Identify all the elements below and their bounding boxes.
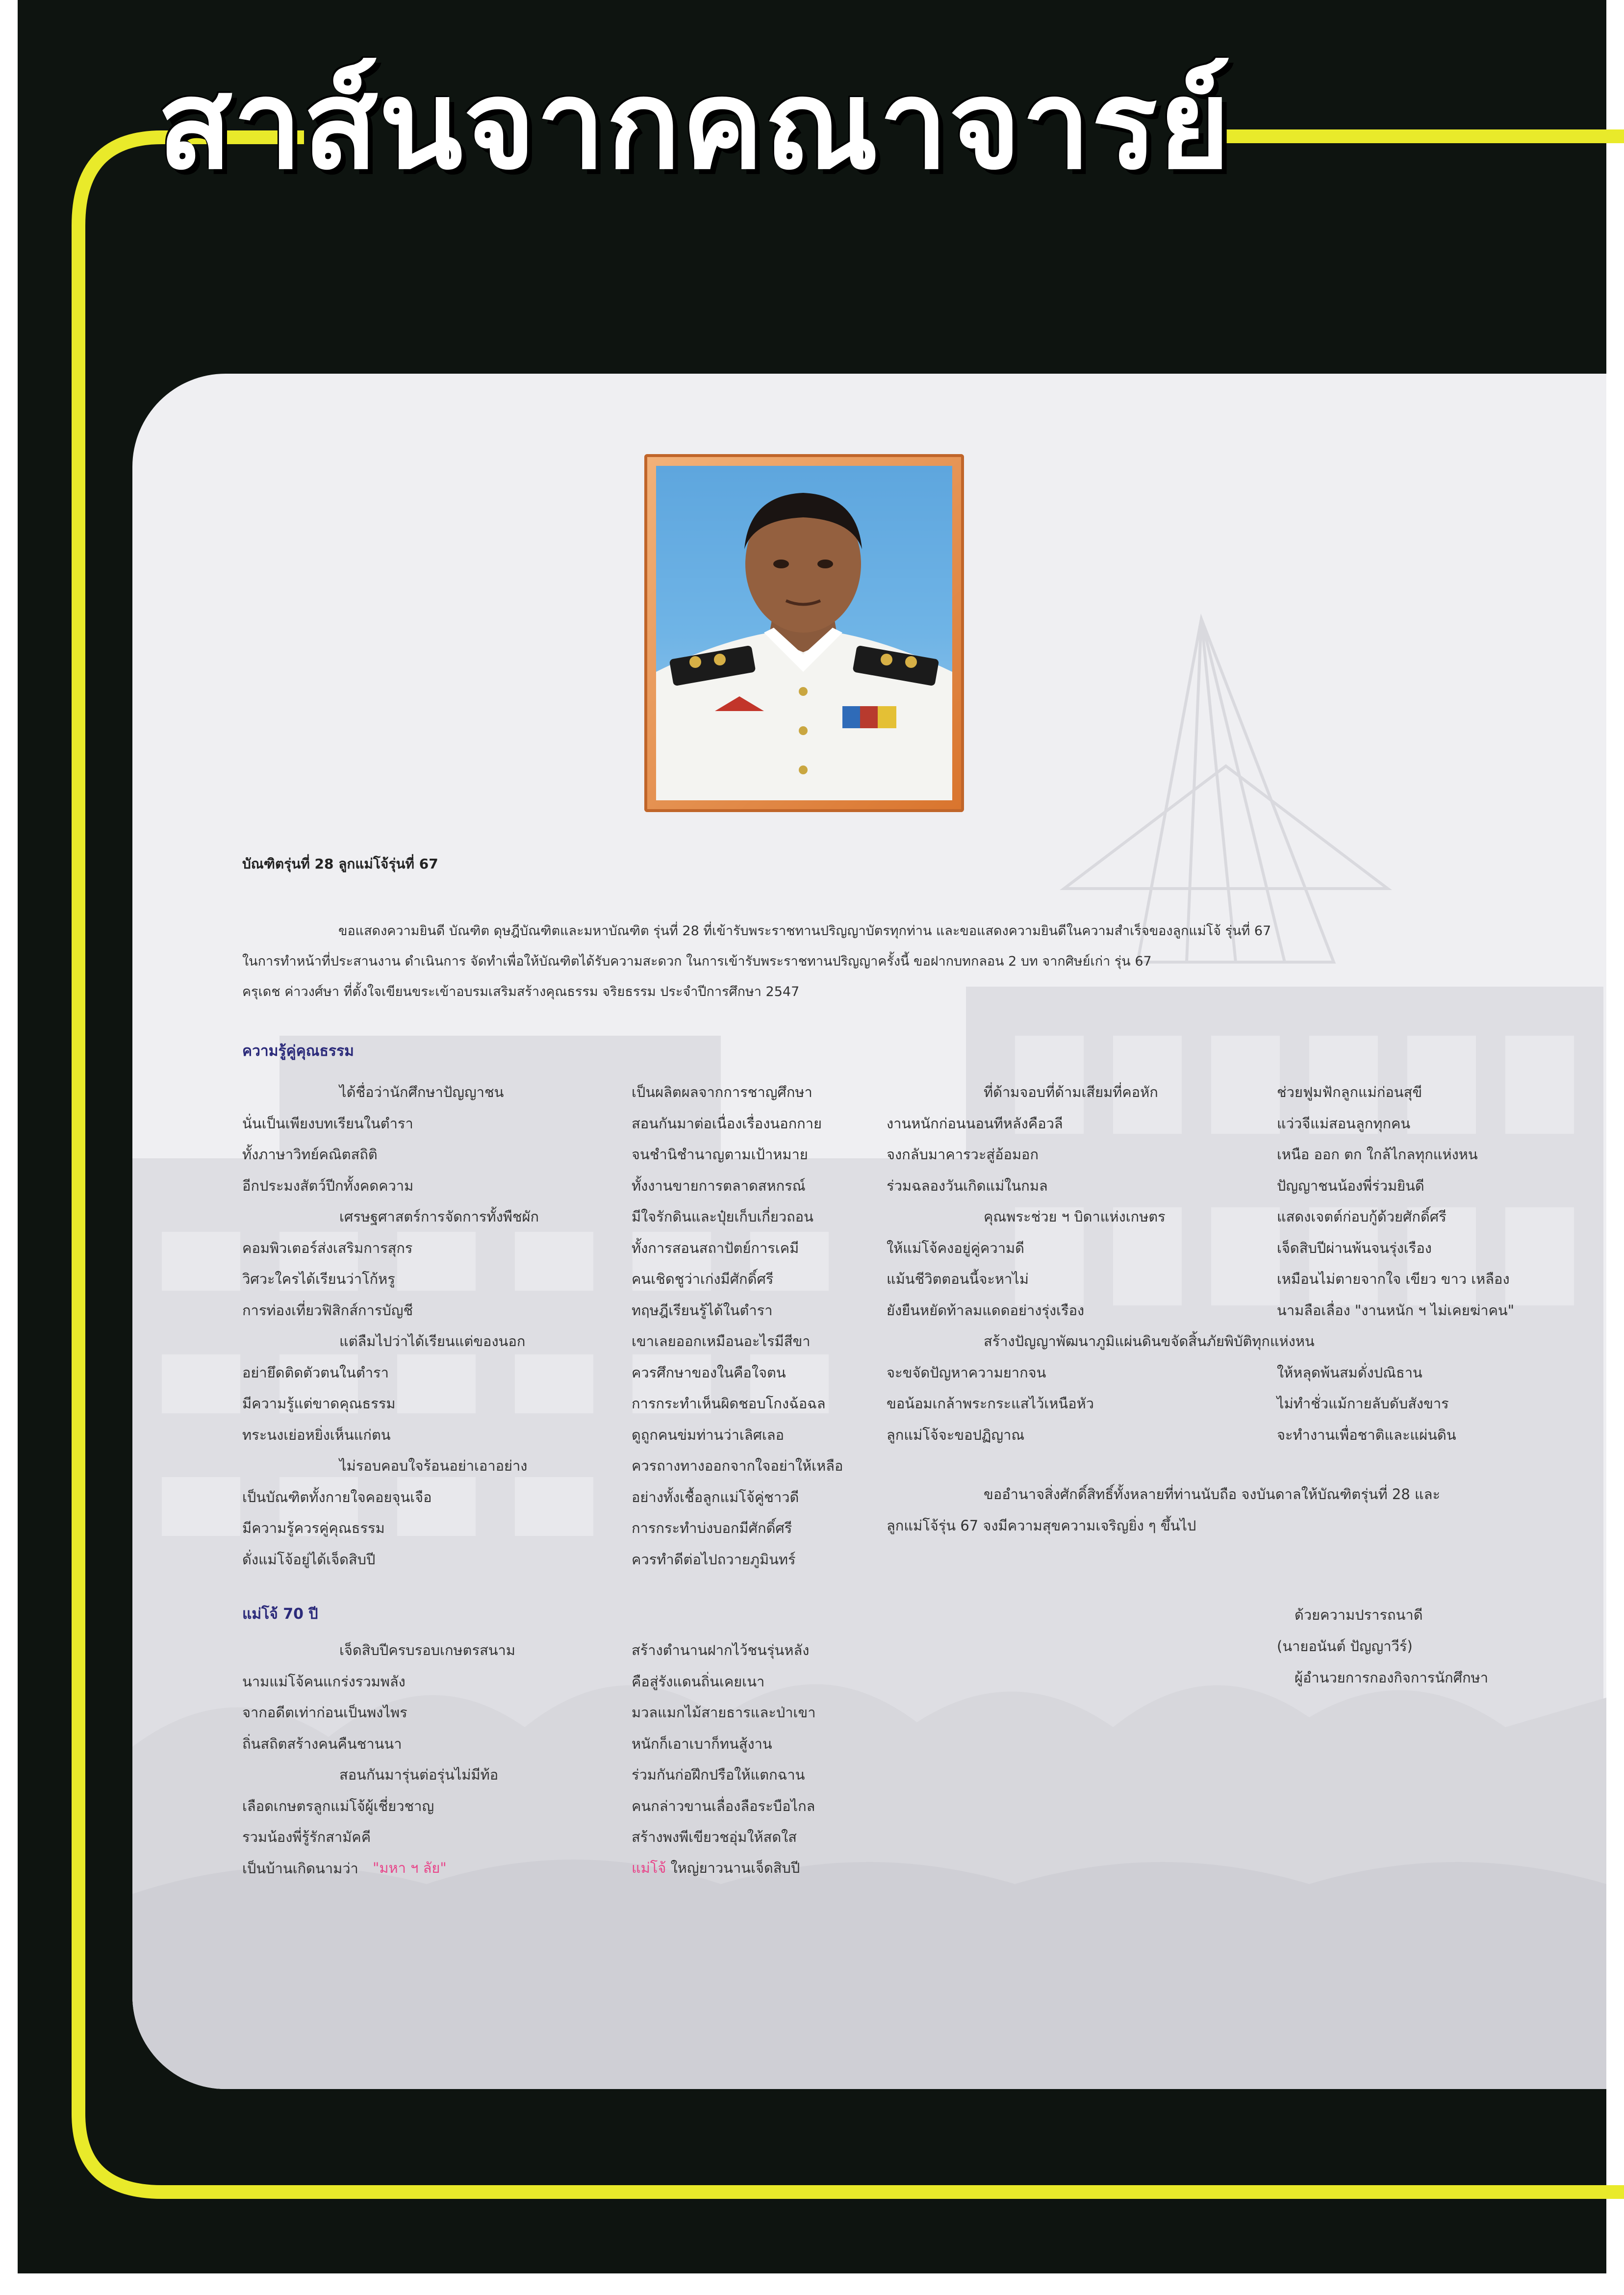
- signature-name: (นายอนันต์ ปัญญาวีร์): [1277, 1638, 1413, 1655]
- poem1-col3: [887, 1077, 1315, 1451]
- poem2-last-line: [632, 1853, 800, 1884]
- poem-line: ไม่ทำชั่วแม้กายลับดับสังขาร: [1277, 1395, 1449, 1412]
- poem-line: ให้แม่โจ้คงอยู่คู่ความดี: [887, 1239, 1024, 1256]
- poem-line: ร่วมฉลองวันเกิดแม่ในกมล: [887, 1177, 1048, 1194]
- poem-line: คนเชิดชูว่าเก่งมีศักดิ์ศรี: [632, 1271, 774, 1287]
- poem-line: เป็นบ้านเกิดนามว่า: [242, 1860, 358, 1877]
- poem-line: มีความรู้แต่ขาดคุณธรรม: [242, 1395, 396, 1412]
- poem-line: ทั้งภาษาวิทย์คณิตสถิติ: [242, 1146, 378, 1163]
- poem2-heading: แม่โจ้ 70 ปี: [242, 1606, 318, 1623]
- poem-line: การท่องเที่ยวฟิสิกส์การบัญชี: [242, 1301, 413, 1319]
- poem1-col1: [242, 1077, 539, 1575]
- poem-line: อย่ายึดติดตัวตนในตำรา: [242, 1364, 389, 1381]
- poem-line: เหนือ ออก ตก ใกล้ไกลทุกแห่งหน: [1277, 1146, 1478, 1163]
- poem-line: ช่วยฟูมฟักลูกแม่ก่อนสุขี: [1277, 1084, 1422, 1100]
- poem-line: นามลือเลื่อง "งานหนัก ฯ ไม่เคยฆ่าคน": [1277, 1301, 1515, 1319]
- poem-line: งานหนักก่อนนอนทีหลังคือวลี: [887, 1115, 1063, 1132]
- poem-line: ได้ชื่อว่านักศึกษาปัญญาชน: [339, 1084, 504, 1100]
- poem-line: ทั้งงานขายการตลาดสหกรณ์: [632, 1177, 806, 1194]
- poem-line: ดูถูกคนข่มท่านว่าเลิศเลอ: [632, 1426, 785, 1443]
- poem-line: คุณพระช่วย ฯ บิดาแห่งเกษตร: [984, 1208, 1166, 1225]
- poem-line: แม้นชีวิตตอนนี้จะหาไม่: [887, 1271, 1029, 1287]
- portrait-frame: [644, 454, 964, 812]
- poem-line: จงกลับมาคารวะสู่อ้อมอก: [887, 1146, 1039, 1163]
- poem-line: คนกล่าวขานเลื่องลือระบือไกล: [632, 1797, 815, 1814]
- poem-line: หนักก็เอาเบาก็ทนสู้งาน: [632, 1735, 772, 1752]
- poem2-highlight-2: แม่โจ้: [632, 1860, 666, 1876]
- poem-line: อีกประมงสัตว์ปีกทั้งคดความ: [242, 1177, 414, 1194]
- blessing-line-2: ลูกแม่โจ้รุ่น 67 จงมีความสุขความเจริญยิ่ง ๆ ขึ้นไป: [887, 1517, 1196, 1534]
- page-title: สาส์นจากคณาจารย์: [157, 53, 1231, 196]
- poem-line: เป็นผลิตผลจากการชาญศึกษา: [632, 1084, 812, 1100]
- poem-line: สอนกันมารุ่นต่อรุ่นไม่มีท้อ: [339, 1766, 499, 1783]
- blessing-line-1: ขออำนาจสิ่งศักดิ์สิทธิ์ทั้งหลายที่ท่านนับถือ จงบันดาลให้บัณฑิตรุ่นที่ 28 และ: [984, 1486, 1441, 1503]
- poem-line: ให้หลุดพ้นสมดั่งปณิธาน: [1277, 1364, 1422, 1381]
- poem-line: ร่วมกันก่อฝึกปรือให้แตกฉาน: [632, 1766, 805, 1783]
- poem-line: ปัญญาชนน้องพี่ร่วมยินดี: [1277, 1177, 1424, 1194]
- poem-line: จนชำนิชำนาญตามเป้าหมาย: [632, 1146, 808, 1163]
- poem-line: ทั้งการสอนสถาปัตย์การเคมี: [632, 1239, 799, 1256]
- poem-line: จะทำงานเพื่อชาติและแผ่นดิน: [1277, 1426, 1456, 1443]
- poem-line: จากอดีตเท่าก่อนเป็นพงไพร: [242, 1704, 407, 1721]
- poem-line: ถิ่นสถิตสร้างคนคืนชานนา: [242, 1735, 402, 1752]
- poem2-last-line-rest: ใหญ่ยาวนานเจ็ดสิบปี: [670, 1860, 800, 1876]
- poem-line: ทระนงเย่อหยิ่งเห็นแก่ตน: [242, 1426, 391, 1443]
- poem-line: เศรษฐศาสตร์การจัดการทั้งพืชผัก: [339, 1208, 539, 1225]
- poem-line: ควรศึกษาของในคือใจตน: [632, 1364, 786, 1381]
- poem-line: สร้างปัญญาพัฒนาภูมิแผ่นดินขจัดสิ้นภัยพิบัติทุกแห่งหน: [984, 1333, 1315, 1350]
- poem-line: ไม่รอบคอบใจร้อนอย่าเอาอย่าง: [339, 1457, 528, 1474]
- poem-line: เป็นบัณฑิตทั้งกายใจคอยจุนเจือ: [242, 1488, 432, 1505]
- poem-line: แว่วจีแม่สอนลูกทุกคน: [1277, 1115, 1411, 1132]
- signature-greeting: ด้วยความปรารถนาดี: [1294, 1606, 1423, 1623]
- portrait-photo: [656, 466, 952, 800]
- poem-line: อย่างทั้งเชื้อลูกแม่โจ้คู่ชาวดี: [632, 1488, 799, 1505]
- poem-line: เหมือนไม่ตายจากใจ เขียว ขาว เหลือง: [1277, 1271, 1510, 1287]
- poem-line: เลือดเกษตรลูกแม่โจ้ผู้เชี่ยวชาญ: [242, 1797, 434, 1814]
- poem-line: เจ็ดสิบปีครบรอบเกษตรสนาม: [339, 1642, 515, 1658]
- intro-line-3: ครุเดช ค่าวงศ์ษา ที่ตั้งใจเขียนขระเข้าอบรมเสริมสร้างคุณธรรม จริยธรรม ประจำปีการศึกษา 2547: [242, 984, 800, 999]
- poem-line: นั่นเป็นเพียงบทเรียนในตำรา: [242, 1115, 413, 1132]
- poem-line: ขอน้อมเกล้าพระกระแสไว้เหนือหัว: [887, 1395, 1094, 1412]
- poem-line: วิศวะใครได้เรียนว่าโก้หรู: [242, 1271, 395, 1287]
- poem2-col2: [632, 1635, 816, 1853]
- poem-line: มีความรู้ควรคู่คุณธรรม: [242, 1520, 385, 1536]
- poem2-highlight-1: "มหา ฯ ลัย": [373, 1860, 447, 1876]
- intro-line-2: ในการทำหน้าที่ประสานงาน ดำเนินการ จัดทำเพื่อให้บัณฑิตได้รับความสะดวก ในการเข้ารับพระราชทานปริญญาครั้งนี้ ขอฝากบทกลอน 2 บท จากศิษย์เก่า รุ่น 67: [242, 954, 1152, 969]
- poem-line: รวมน้องพี่รู้รักสามัคคี: [242, 1829, 371, 1845]
- person-silhouette: [656, 466, 952, 800]
- poem-line: ดั่งแม่โจ้อยู่ได้เจ็ดสิบปี: [242, 1551, 376, 1568]
- poem-line: ควรทำดีต่อไปถวายภูมินทร์: [632, 1551, 796, 1568]
- poem-line: สร้างตำนานฝากไว้ชนรุ่นหลัง: [632, 1642, 810, 1658]
- poem2-col1: [242, 1635, 515, 1884]
- poem-line: ยังยืนหยัดท้าลมแดดอย่างรุ่งเรือง: [887, 1301, 1085, 1319]
- poem-line: แต่ลืมไปว่าได้เรียนแต่ของนอก: [339, 1333, 526, 1350]
- poem1-col2: [632, 1077, 843, 1575]
- poem-line: การกระทำเห็นผิดชอบโกงฉ้อฉล: [632, 1395, 826, 1412]
- subheading: บัณฑิตรุ่นที่ 28 ลูกแม่โจ้รุ่นที่ 67: [242, 856, 438, 872]
- poem-line: มีใจรักดินและปุ๋ยเก็บเกี่ยวถอน: [632, 1208, 813, 1225]
- poem-line: [1277, 1326, 1514, 1357]
- poem1-heading: ความรู้คู่คุณธรรม: [242, 1043, 354, 1060]
- poem-line: จะขจัดปัญหาความยากจน: [887, 1364, 1046, 1381]
- signature-position: ผู้อำนวยการกองกิจการนักศึกษา: [1294, 1669, 1489, 1686]
- poem-line: ลูกแม่โจ้จะขอปฏิญาณ: [887, 1426, 1025, 1443]
- poem-line: เขาเลยออกเหมือนอะไรมีสีขา: [632, 1333, 811, 1350]
- poem-line: คือสู่รังแดนถิ่นเคยเนา: [632, 1673, 765, 1690]
- intro-line-1: ขอแสดงความยินดี บัณฑิต ดุษฎีบัณฑิตและมหาบัณฑิต รุ่นที่ 28 ที่เข้ารับพระราชทานปริญญาบัตรทุกท่าน และขอแสดงความยินดีในความสำเร็จของลูกแม่โจ้ รุ่นที่ 67: [338, 923, 1271, 939]
- poem-line: การกระทำบ่งบอกมีศักดิ์ศรี: [632, 1520, 792, 1536]
- poem-line: ที่ด้ามจอบที่ด้ามเสียมที่คอหัก: [984, 1084, 1158, 1100]
- poem-line: นามแม่โจ้คนแกร่งรวมพลัง: [242, 1673, 406, 1690]
- poem-line: ควรถางทางออกจากใจอย่าให้เหลือ: [632, 1457, 843, 1474]
- poem-line: ทฤษฎีเรียนรู้ได้ในตำรา: [632, 1301, 773, 1319]
- poem-line: แสดงเจตต์ก่อบกู้ด้วยศักดิ์ศรี: [1277, 1208, 1446, 1225]
- poem-line: สอนกันมาต่อเนื่องเรื่องนอกกาย: [632, 1115, 822, 1132]
- poem-line: สร้างพงพีเขียวชอุ่มให้สดใส: [632, 1829, 797, 1845]
- poem-line: คอมพิวเตอร์ส่งเสริมการสุกร: [242, 1239, 413, 1256]
- poem1-col4: [1277, 1077, 1514, 1451]
- poem-line: มวลแมกไม้สายธารและป่าเขา: [632, 1704, 816, 1721]
- poem-line: เจ็ดสิบปีผ่านพ้นจนรุ่งเรือง: [1277, 1239, 1432, 1256]
